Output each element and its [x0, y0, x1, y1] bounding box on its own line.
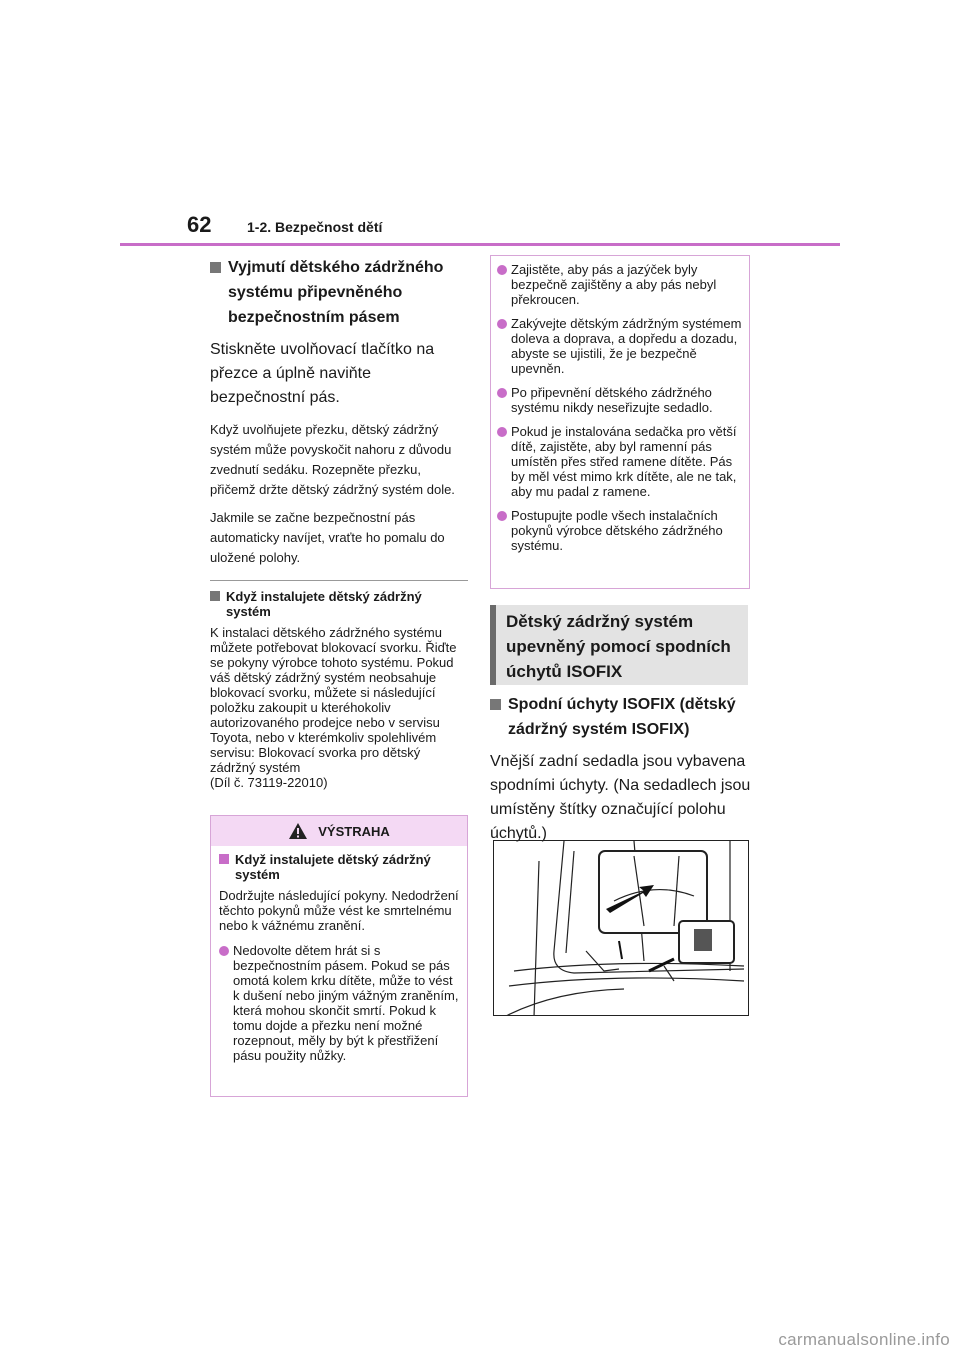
left-column	[210, 255, 468, 790]
warning-heading	[219, 852, 461, 882]
removal-note-2: Jakmile se začne bezpečnostní pás automaticky navíjet, vraťte ho pomalu do uložené polohy.	[210, 510, 445, 565]
bullet-dot-icon	[497, 511, 507, 521]
list-item-text: Pokud je instalována sedačka pro větší dítě, zajistěte, aby byl ramenní pás umístěn přes střed ramene dítěte. Pás by měl vést mimo krk dítěte, ale ne tak, aby mu padal z ramene.	[511, 424, 737, 499]
list-item	[497, 508, 743, 553]
square-bullet-icon	[210, 262, 221, 273]
heading-isofix-text: Spodní úchyty ISOFIX (dětský zádržný systém ISOFIX)	[508, 696, 736, 738]
divider	[210, 580, 468, 581]
square-bullet-icon	[210, 591, 220, 601]
header-rule	[120, 243, 840, 246]
square-bullet-icon	[490, 699, 501, 710]
warning-box	[210, 815, 468, 1097]
heading-removal	[210, 255, 468, 330]
heading-install	[210, 589, 468, 619]
bullet-dot-icon	[497, 388, 507, 398]
section-title-box	[490, 605, 748, 685]
warning-text: Dodržujte následující pokyny. Nedodržení těchto pokynů může vést ke smrtelnému nebo k vážnému zranění.	[219, 888, 459, 933]
install-text: K instalaci dětského zádržného systému můžete potřebovat blokovací svorku. Řiďte se pokyny výrobce tohoto systému. Pokud váš dětský zádržný systém neobsahuje blokovací svorku, můžete si následující položku zakoupit u kteréhokoliv autorizovaného prodejce nebo v servisu Toyota, nebo v kterémkoliv spolehlivém servisu: Blokovací svorka pro dětský zádržný systém	[210, 625, 457, 775]
bullet-dot-icon	[219, 946, 229, 956]
warning-title: VÝSTRAHA	[318, 823, 390, 839]
list-item-text: Postupujte podle všech instalačních pokynů výrobce dětského zádržného systému.	[511, 508, 723, 553]
bullet-dot-icon	[497, 427, 507, 437]
isofix-text	[490, 692, 752, 856]
section-header: 1-2. Bezpečnost dětí	[247, 219, 383, 235]
warning-triangle-icon	[288, 822, 308, 840]
bullet-dot-icon	[497, 265, 507, 275]
list-item-text: Po připevnění dětského zádržného systému nikdy neseřizujte sedadlo.	[511, 385, 713, 415]
square-bullet-icon	[219, 854, 229, 864]
list-item	[497, 385, 743, 415]
isofix-illustration	[493, 840, 749, 1016]
continued-warning-box	[490, 255, 750, 589]
heading-install-text: Když instalujete dětský zádržný systém	[226, 589, 422, 619]
rear-seat-drawing	[494, 841, 749, 1016]
list-item-text: Zajistěte, aby pás a jazýček byly bezpečně zajištěny a aby pás nebyl překroucen.	[511, 262, 717, 307]
section-title: Dětský zádržný systém upevněný pomocí spodních úchytů ISOFIX	[506, 612, 731, 681]
warning-body	[211, 846, 467, 1063]
footer-watermark: carmanualsonline.info	[778, 1330, 950, 1349]
list-item	[497, 262, 743, 307]
bullet-dot-icon	[497, 319, 507, 329]
isofix-description: Vnější zadní sedadla jsou vybavena spodními úchyty. (Na sedadlech jsou umístěny štítky označující polohu úchytů.)	[490, 753, 751, 842]
list-item-text: Zakývejte dětským zádržným systémem doleva a doprava, a dopředu a dozadu, abyste se ujistili, že je bezpečně upevněn.	[511, 316, 742, 376]
warning-header	[211, 816, 467, 846]
list-item	[497, 424, 743, 499]
page-number: 62	[187, 212, 212, 237]
removal-note-1: Když uvolňujete přezku, dětský zádržný systém může povyskočit nahoru z důvodu zvednutí sedáku. Rozepněte přezku, přičemž držte dětský zádržný systém dole.	[210, 422, 455, 497]
warning-bullet	[219, 943, 461, 1063]
heading-removal-text: Vyjmutí dětského zádržného systému připevněného bezpečnostním pásem	[228, 259, 444, 326]
part-number: (Díl č. 73119-22010)	[210, 775, 328, 790]
removal-instruction: Stiskněte uvolňovací tlačítko na přezce a úplně naviňte bezpečnostní pás.	[210, 341, 435, 406]
heading-isofix	[490, 692, 752, 742]
warning-bullet-text: Nedovolte dětem hrát si s bezpečnostním pásem. Pokud se pás omotá kolem krku dítěte, může to vést k dušení nebo jiným vážným zraněním, která mohou skončit smrtí. Pokud k tomu dojde a přezku není možné rozepnout, měly by být k přestřižení pásu použity nůžky.	[233, 943, 459, 1063]
warning-heading-text: Když instalujete dětský zádržný systém	[235, 852, 431, 882]
list-item	[497, 316, 743, 376]
